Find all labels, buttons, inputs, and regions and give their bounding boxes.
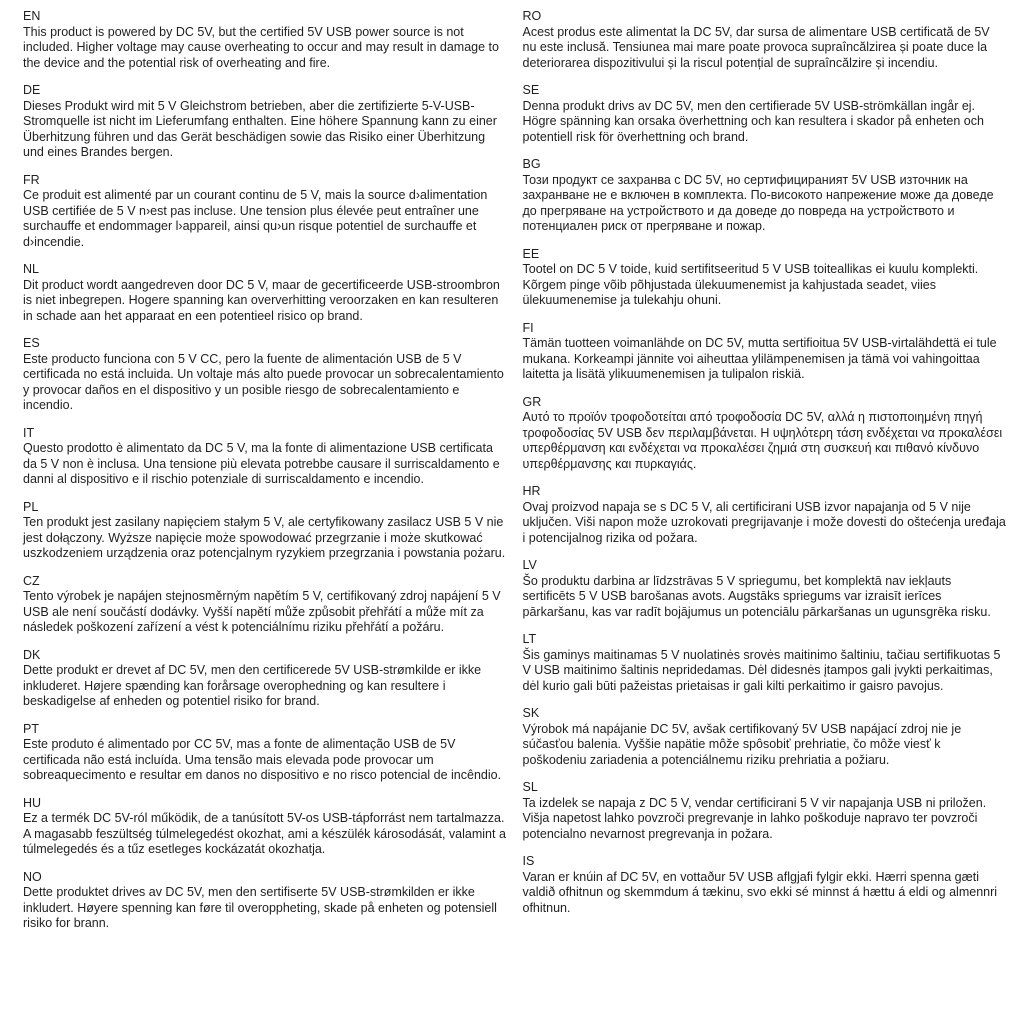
- lang-block-pl: [23, 500, 507, 562]
- language-paragraph: Dieses Produkt wird mit 5 V Gleichstrom betrieben, aber die zertifizierte 5-V-USB-Stromquelle ist nicht im Lieferumfang enthalten. Eine höhere Spannung kann zu einer Überhitzung führen und das Gerät beschädigen sowie das Risiko einer Überhitzung und eines Brandes bergen.: [23, 98, 497, 159]
- lang-block-es: [23, 336, 507, 414]
- language-paragraph: Αυτό το προϊόν τροφοδοτείται από τροφοδοσία DC 5V, αλλά η πιστοποιημένη πηγή τροφοδοσίας 5V USB δεν περιλαμβάνεται. Η υψηλότερη τάση ενδέχεται να προκαλέσει υπερθέρμανση και ενδέχεται να προκαλέσει ζημιά στη συσκευή και πιθανό κίνδυνο υπερθέρμανσης και πυρκαγιάς.: [522, 410, 1003, 471]
- language-code: EE: [522, 246, 540, 261]
- language-code: FI: [522, 320, 534, 335]
- language-paragraph: Este produto é alimentado por CC 5V, mas a fonte de alimentação USB de 5V certificada não está incluída. Uma tensão mais elevada pode provocar um sobreaquecimento e resultar em danos no dispositivo e no risco potencial de incêndio.: [23, 737, 502, 782]
- language-code: HR: [522, 484, 541, 498]
- language-code: RO: [522, 9, 542, 23]
- language-code: FR: [23, 172, 40, 187]
- language-paragraph: This product is powered by DC 5V, but the certified 5V USB power source is not included. Higher voltage may cause overheating to occur and may result in damage to the device and the potential risk of overheating and fire.: [23, 24, 499, 70]
- language-code: IT: [23, 425, 35, 440]
- language-code: PL: [23, 499, 39, 514]
- left-column: [23, 9, 507, 944]
- language-paragraph: Dette produkt er drevet af DC 5V, men den certificerede 5V USB-strømkilde er ikke inkluderet. Højere spænding kan forårsage overophedning og kan resultere i beskadigelse af enheden og potentiel risiko for brand.: [23, 663, 482, 708]
- language-paragraph: Šis gaminys maitinamas 5 V nuolatinės srovės maitinimo šaltiniu, tačiau sertifikuotas 5 V USB maitinimo šaltinis nepridedamas. Dėl didesnės įtampos gali įvykti perkaitimas, dėl kurio gali būti pažeistas prietaisas ir gali kilti perkaitimo ir gaisro pavojus.: [522, 647, 1001, 693]
- lang-block-hr: [523, 484, 1007, 546]
- language-code: SE: [522, 83, 540, 97]
- lang-block-fr: [23, 173, 507, 251]
- lang-block-gr: [523, 395, 1007, 473]
- lang-block-se: [523, 83, 1007, 145]
- language-code: ES: [23, 336, 40, 350]
- language-code: HU: [23, 795, 42, 810]
- language-code: DK: [23, 647, 41, 662]
- lang-block-ee: [523, 247, 1007, 309]
- lang-block-de: [23, 83, 507, 161]
- language-code: DE: [23, 83, 41, 97]
- language-code: IS: [522, 854, 535, 868]
- lang-block-pt: [23, 722, 507, 784]
- language-code: PT: [23, 721, 39, 736]
- lang-block-ro: [523, 9, 1007, 71]
- language-code: EN: [23, 9, 41, 23]
- language-code: BG: [522, 157, 541, 171]
- lang-block-cz: [23, 574, 507, 636]
- language-code: SL: [522, 780, 538, 794]
- language-paragraph: Acest produs este alimentat la DC 5V, dar sursa de alimentare USB certificată de 5V nu este inclusă. Tensiunea mai mare poate provoca supraîncălzirea și poate duce la deteriorarea dispozitivului și la riscul potențial de supraîncălzire și incendiu.: [522, 24, 990, 70]
- language-paragraph: Denna produkt drivs av DC 5V, men den certifierade 5V USB-strömkällan ingår ej. Högre spänning kan orsaka överhettning och kan resultera i skador på enheten och potentiell risk för överhettning och brand.: [522, 98, 984, 144]
- language-paragraph: Questo prodotto è alimentato da DC 5 V, ma la fonte di alimentazione USB certificata da 5 V non è inclusa. Una tensione più elevata potrebbe causare il surriscaldamento e danni al dispositivo e il rischio potenziale di surriscaldamento e incendio.: [23, 441, 500, 486]
- language-paragraph: Ta izdelek se napaja z DC 5 V, vendar certificirani 5 V vir napajanja USB ni priložen. Višja napetost lahko povzroči pregrevanje in lahko poškoduje napravo ter povzroči potencialno nevarnost pregrevanja in požara.: [522, 795, 987, 841]
- language-paragraph: Ez a termék DC 5V-ról működik, de a tanúsított 5V-os USB-tápforrást nem tartalmazza. A magasabb feszültség túlmelegedést okozhat, ami a készülék károsodását, valamint a túlmelegedés és a tűz esetleges kockázatát okozhatja.: [23, 811, 506, 856]
- language-paragraph: Този продукт се захранва с DC 5V, но сертифицираният 5V USB източник на захранване не е включен в комплекта. По-високото напрежение може да доведе до прегряване на устройството и да доведе до повреда на устройството и потенциален риск от прегряване и пожар.: [522, 172, 994, 233]
- language-code: LV: [522, 558, 537, 572]
- lang-block-lv: [523, 558, 1007, 620]
- language-paragraph: Tämän tuotteen voimanlähde on DC 5V, mutta sertifioitua 5V USB-virtalähdettä ei tule mukana. Korkeampi jännite voi aiheuttaa ylilämpenemisen ja tämä voi vahingoittaa laitetta ja lisätä ylikuumenemisen ja tulipalon riskiä.: [522, 336, 997, 381]
- language-code: NL: [23, 262, 39, 276]
- language-paragraph: Šo produktu darbina ar līdzstrāvas 5 V spriegumu, bet komplektā nav iekļauts sertificēts 5 V USB barošanas avots. Augstāks spriegums var izraisīt ierīces pārkaršanu, kas var radīt bojājumus un potenciālu pārkaršanas un ugunsgrēka risku.: [522, 573, 991, 619]
- language-code: SK: [522, 706, 540, 720]
- lang-block-nl: [23, 262, 507, 324]
- language-paragraph: Dit product wordt aangedreven door DC 5 V, maar de gecertificeerde USB-stroombron is niet inbegrepen. Hogere spanning kan oververhitting veroorzaken en kan resulteren in schade aan het apparaat en een potentieel risico op brand.: [23, 277, 500, 323]
- lang-block-bg: [523, 157, 1007, 235]
- lang-block-sl: [523, 780, 1007, 842]
- language-paragraph: Dette produktet drives av DC 5V, men den sertifiserte 5V USB-strømkilden er ikke inkludert. Høyere spenning kan føre til overoppheting, skade på enheten og potensiell risiko for brann.: [23, 885, 497, 930]
- lang-block-en: [23, 9, 507, 71]
- language-paragraph: Varan er knúin af DC 5V, en vottaður 5V USB aflgjafi fylgir ekki. Hærri spenna gæti valdið ofhitnun og skemmdum á tækinu, svo ekki sé minnst á hættu á eldi og almennri ofhitnun.: [522, 869, 998, 915]
- language-paragraph: Ce produit est alimenté par un courant continu de 5 V, mais la source d›alimentation USB certifiée de 5 V n›est pas incluse. Une tension plus élevée peut entraîner une surchauffe et endommager l›appareil, ainsi qu›un risque potentiel de surchauffe et d›incendie.: [23, 188, 488, 249]
- language-code: LT: [522, 632, 537, 646]
- lang-block-hu: [23, 796, 507, 858]
- language-code: NO: [23, 869, 42, 884]
- language-code: GR: [522, 394, 542, 409]
- lang-block-lt: [523, 632, 1007, 694]
- language-paragraph: Tootel on DC 5 V toide, kuid sertifitseeritud 5 V USB toiteallikas ei kuulu komplekti. Kõrgem pinge võib põhjustada ülekuumenemist ja kahjustada seadet, viies ülekuumenemise ja tulekahju ohuni.: [522, 262, 979, 307]
- language-paragraph: Ovaj proizvod napaja se s DC 5 V, ali certificirani USB izvor napajanja od 5 V nije uključen. Viši napon može uzrokovati pregrijavanje i može dovesti do oštećenja uređaja i potencijalnog rizika od požara.: [522, 499, 1006, 545]
- language-paragraph: Este producto funciona con 5 V CC, pero la fuente de alimentación USB de 5 V certificada no está incluida. Un voltaje más alto puede provocar un sobrecalentamiento y provocar daños en el dispositivo y un posible riesgo de sobrecalentamiento e incendio.: [23, 351, 504, 412]
- lang-block-it: [23, 426, 507, 488]
- lang-block-no: [23, 870, 507, 932]
- lang-block-fi: [523, 321, 1007, 383]
- language-code: CZ: [23, 573, 40, 588]
- language-paragraph: Tento výrobek je napájen stejnosměrným napětím 5 V, certifikovaný zdroj napájení 5 V USB ale není součástí dodávky. Vyšší napětí může způsobit přehřátí a může mít za následek poškození zařízení a vést k potenciálnímu riziku přehřátí a požáru.: [23, 589, 501, 634]
- lang-block-is: [523, 854, 1007, 916]
- right-column: [523, 9, 1007, 944]
- language-paragraph: Výrobok má napájanie DC 5V, avšak certifikovaný 5V USB napájací zdroj nie je súčasťou balenia. Vyššie napätie môže spôsobiť prehriatie, čo môže viesť k poškodeniu zariadenia a potenciálnemu riziku prehriatia a požiaru.: [522, 721, 962, 767]
- language-paragraph: Ten produkt jest zasilany napięciem stałym 5 V, ale certyfikowany zasilacz USB 5 V nie jest dołączony. Wyższe napięcie może spowodować przegrzanie i może skutkować uszkodzeniem urządzenia oraz potencjalnym ryzykiem przegrzania i powstania pożaru.: [23, 515, 506, 560]
- lang-block-dk: [23, 648, 507, 710]
- lang-block-sk: [523, 706, 1007, 768]
